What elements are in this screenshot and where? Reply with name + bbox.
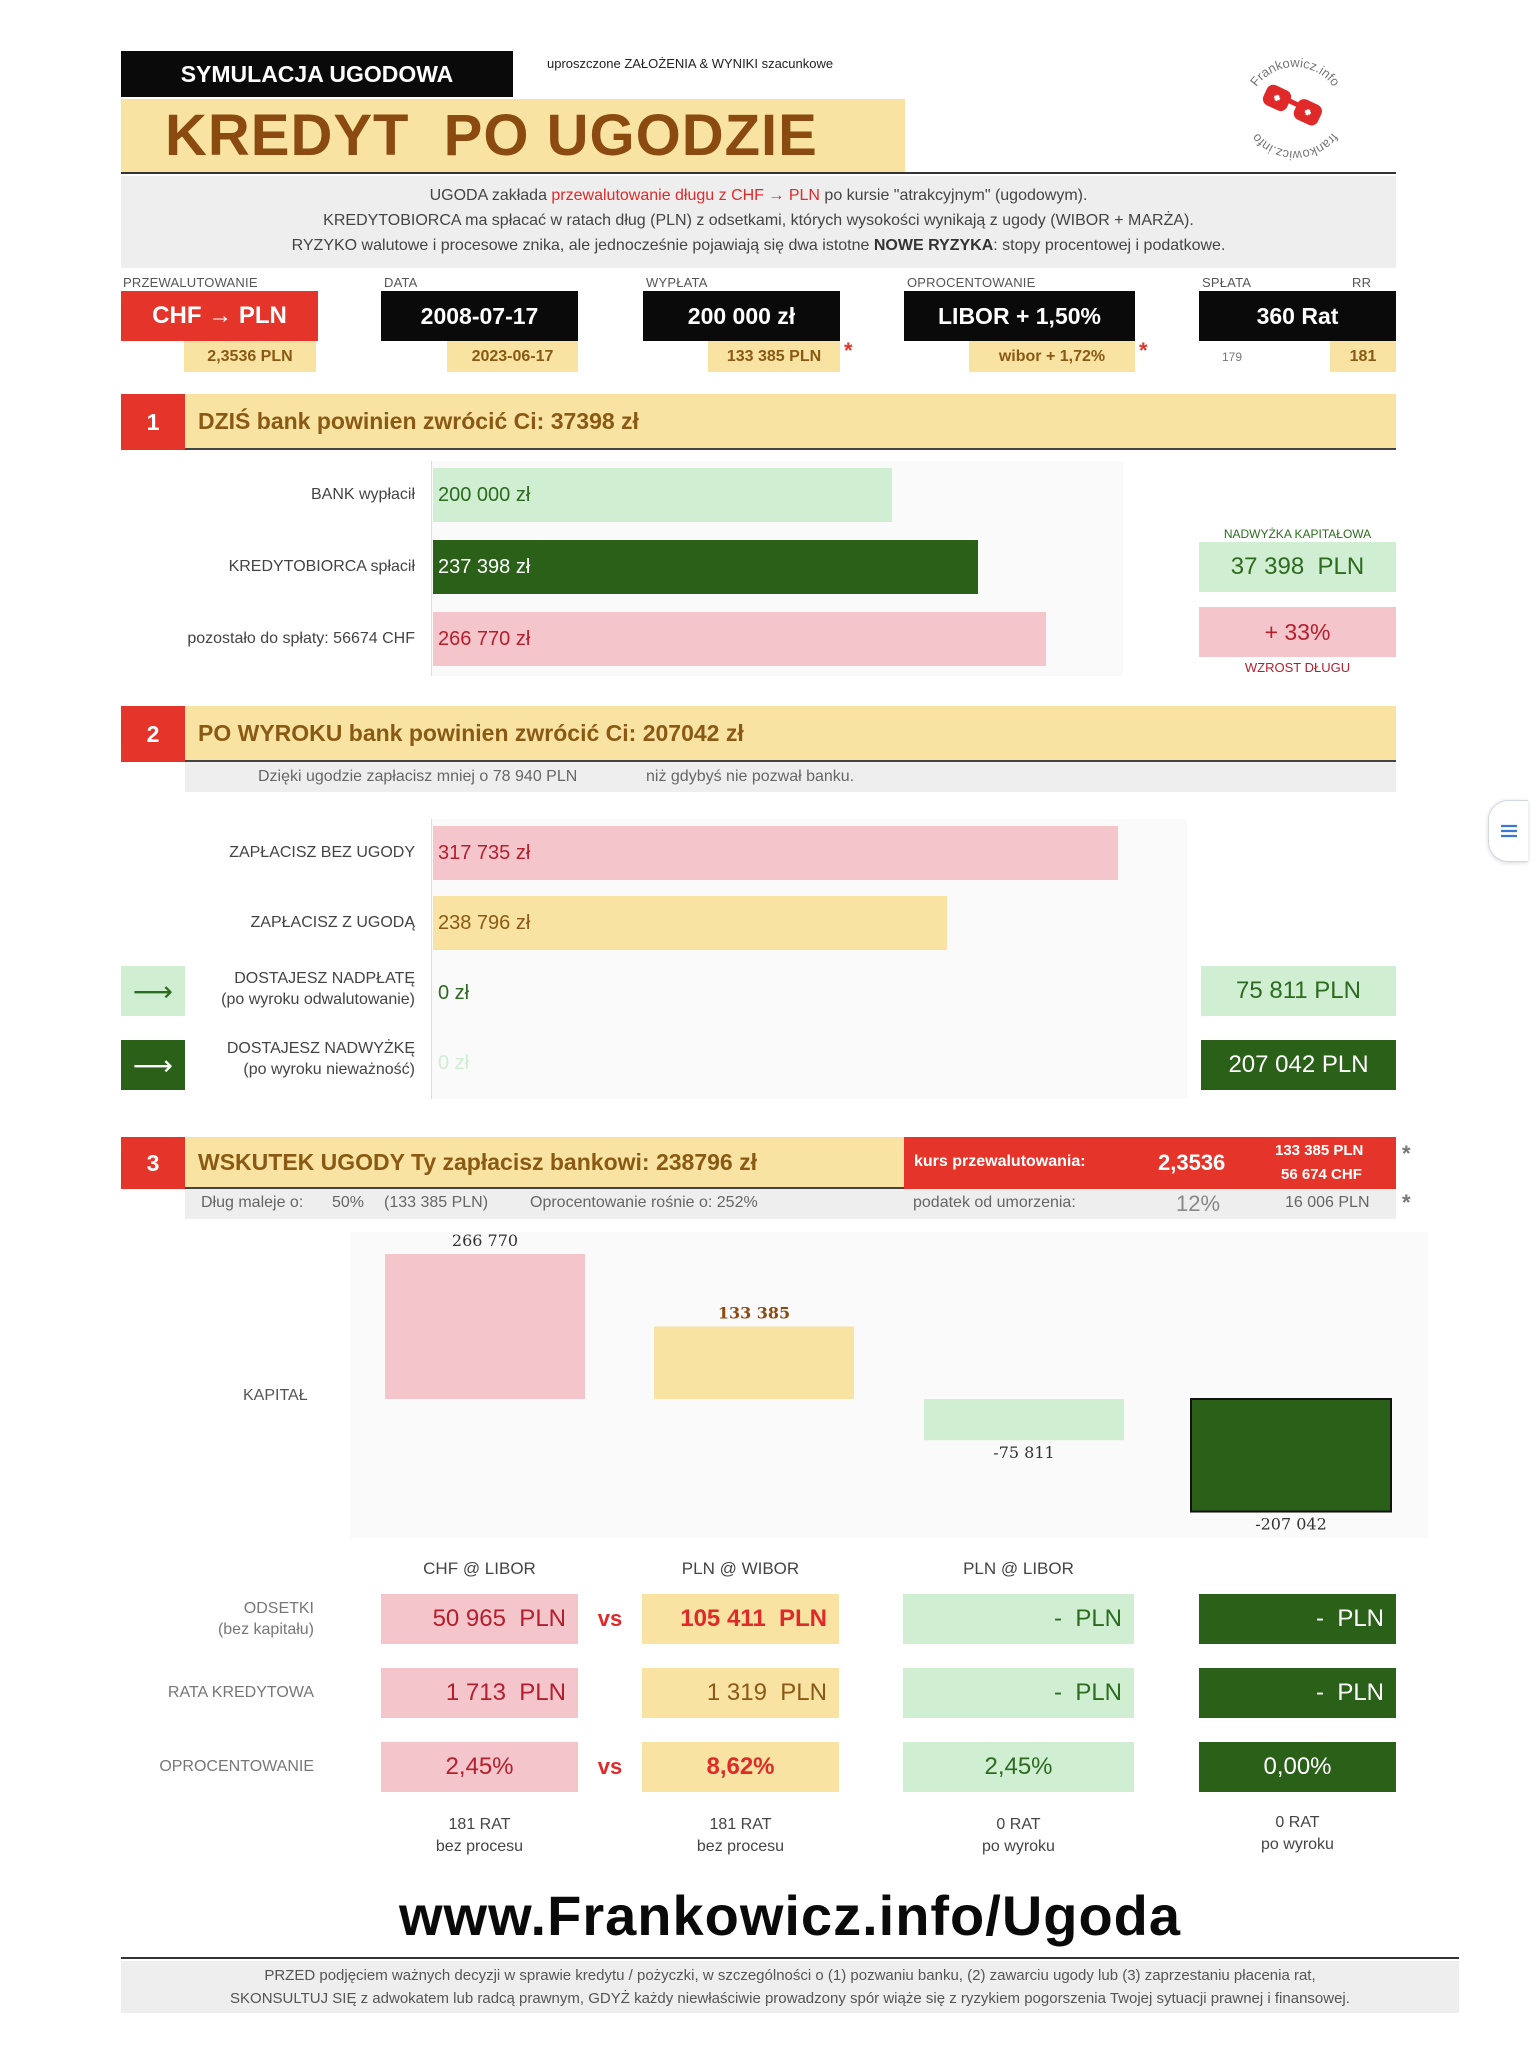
param-date-label: DATA (384, 275, 418, 290)
odsetki-vs: vs (597, 1606, 623, 1631)
s2-row3-label: DOSTAJESZ NADPŁATĘ (po wyroku odwalutowanie) (221, 970, 415, 1008)
s2-row4-label: DOSTAJESZ NADWYŻKĘ (po wyroku nieważność) (226, 1040, 415, 1078)
svg-text:frankowicz.info (1249, 131, 1342, 164)
col-footer-3: 0 RAT po wyroku (982, 1816, 1055, 1855)
rata-wibor: 1 319 PLN (642, 1668, 839, 1718)
logo-text-top: Frankowicz.info (1247, 55, 1343, 89)
s1-row3-bar: 266 770 zł (433, 612, 1046, 666)
s1-row2-bar: 237 398 zł (433, 540, 978, 594)
s1-row1-label: BANK wypłacił (310, 486, 415, 503)
odsetki-libor: - PLN (903, 1594, 1134, 1644)
col-footer-2: 181 RAT bez procesu (696, 1816, 785, 1855)
s1-row1-bar: 200 000 zł (433, 468, 892, 522)
col-footer-1: 181 RAT bez procesu (435, 1816, 524, 1855)
param-repay-value: 360 Rat (1199, 291, 1396, 341)
col-header-1: CHF @ LIBOR (423, 1559, 536, 1578)
odsetki-nieważność: - PLN (1199, 1594, 1396, 1644)
rata-chf: 1 713 PLN (381, 1668, 578, 1718)
kapital-bar-label-4: -207 042 (1255, 1514, 1327, 1534)
section1-number: 1 (121, 394, 185, 450)
odsetki-wibor: 105 411 PLN (642, 1594, 839, 1644)
kapital-chart (350, 1232, 1428, 1538)
param-conv-sub: 2,3536 PLN (184, 341, 316, 372)
oproc-chf: 2,45% (381, 1742, 578, 1792)
tax-star: * (1402, 1190, 1411, 1215)
s2-row1-bar: 317 735 zł (433, 826, 1118, 880)
oproc-libor: 2,45% (903, 1742, 1134, 1792)
kapital-bar-2 (654, 1327, 854, 1400)
param-conv-label: PRZEWALUTOWANIE (123, 275, 258, 290)
param-date-sub: 2023-06-17 (447, 341, 578, 372)
intro-line-2: KREDYTOBIORCA ma spłacać w ratach dług (PLN) z odsetkami, których wysokości wynikają z ugody (WIBOR + MARŻA). (323, 212, 1194, 229)
s2-row4-arrow: ⟶ (121, 1040, 185, 1090)
menu-icon (1499, 823, 1519, 839)
kapital-bar-label-3: -75 811 (993, 1443, 1055, 1463)
oproc-label: OPROCENTOWANIE (159, 1758, 314, 1775)
param-rate-sub: wibor + 1,72% (969, 341, 1135, 372)
col-header-2: PLN @ WIBOR (681, 1559, 800, 1578)
surplus-value: 37 398 PLN (1199, 542, 1396, 592)
rata-libor: - PLN (903, 1668, 1134, 1718)
oproc-vs: vs (597, 1754, 623, 1779)
param-conv-value: CHF → PLN (121, 291, 318, 341)
s2-row3-right: 75 811 PLN (1201, 966, 1396, 1016)
s2-row2-bar: 238 796 zł (433, 896, 947, 950)
kapital-bar-label-2: 133 385 (717, 1303, 791, 1323)
s2-row3-arrow: ⟶ (121, 966, 185, 1016)
logo (1230, 44, 1360, 174)
kurs-pln: 133 385 PLN (1275, 1142, 1364, 1159)
param-repay-label: SPŁATA (1202, 275, 1252, 290)
header-badge: SYMULACJA UGODOWA (121, 51, 513, 97)
intro-line-1: UGODA zakłada przewalutowanie długu z CHF → PLN po kursie "atrakcyjnym" (ugodowym). (429, 187, 1088, 204)
param-payout-sub: 133 385 PLN (708, 341, 840, 372)
kurs-label: kurs przewalutowania: (914, 1153, 1086, 1170)
logo-text-bottom: frankowicz.info (1248, 130, 1342, 164)
oproc-wibor: 8,62% (642, 1742, 839, 1792)
param-date-value: 2008-07-17 (381, 291, 578, 341)
kurs-chf: 56 674 CHF (1281, 1166, 1362, 1183)
param-repay-paid: 179 (1222, 350, 1243, 364)
param-payout-value: 200 000 zł (643, 291, 840, 341)
rate-star: * (1139, 338, 1148, 363)
header-rule (121, 172, 1396, 174)
odsetki-chf: 50 965 PLN (381, 1594, 578, 1644)
oproc-nieważność: 0,00% (1199, 1742, 1396, 1792)
intro-box (121, 176, 1396, 268)
rata-label: RATA KREDYTOWA (167, 1684, 314, 1701)
rata-nieważność: - PLN (1199, 1668, 1396, 1718)
s2-row4-right: 207 042 PLN (1201, 1040, 1396, 1090)
s1-row2-label: KREDYTOBIORCA spłacił (228, 558, 415, 575)
section2-note: Dzięki ugodzie zapłacisz mniej o 78 940 PLN niż gdybyś nie pozwał banku. (185, 762, 1396, 792)
kapital-bar-3 (924, 1399, 1124, 1440)
growth-label: WZROST DŁUGU (1244, 659, 1351, 675)
kapital-bar-4 (1191, 1399, 1391, 1512)
param-repay-left: 181 (1330, 341, 1396, 372)
page-title: KREDYT PO UGODZIE (121, 99, 905, 172)
section3-number: 3 (121, 1137, 185, 1189)
param-rate-value: LIBOR + 1,50% (904, 291, 1135, 341)
kapital-bar-label-1: 266 770 (451, 1232, 519, 1250)
surplus-label: NADWYŻKA KAPITAŁOWA (1223, 527, 1372, 541)
kapital-bar-1 (385, 1254, 585, 1399)
col-header-3: PLN @ LIBOR (963, 1559, 1074, 1578)
kurs-value: 2,3536 (1158, 1150, 1226, 1175)
param-rr-label: RR (1352, 275, 1372, 290)
param-payout-label: WYPŁATA (646, 275, 708, 290)
col-footer-4: 0 RAT po wyroku (1261, 1814, 1334, 1853)
s2-row1-label: ZAPŁACISZ BEZ UGODY (229, 844, 415, 861)
s2-row3-bar: 0 zł (438, 981, 470, 1004)
glasses-icon (1261, 82, 1325, 127)
kurs-box (904, 1137, 1396, 1189)
footer-disclaimer: PRZED podjęciem ważnych decyzji w sprawie kredytu / pożyczki, w szczególności o (1) pozwaniu banku, (2) zawarciu ugody lub (3) zaprzestaniu płacenia rat, SKONSULTUJ SIĘ z adwokatem lub radcą prawnym, GDYŻ każdy niewłaściwie prowadzony spór wiąże się z ryzykiem pogorszenia Twojej sytuacji prawnej i finansowej. (121, 1961, 1459, 2013)
odsetki-label: ODSETKI (bez kapitału) (217, 1600, 314, 1638)
s2-row4-bar: 0 zł (438, 1051, 470, 1074)
section2-title: PO WYROKU bank powinien zwrócić Ci: 207042 zł (185, 706, 1396, 762)
s1-row3-label: pozostało do spłaty: 56674 CHF (187, 630, 415, 647)
svg-text:Frankowicz.info (1247, 55, 1343, 89)
section3-title: WSKUTEK UGODY Ty zapłacisz bankowi: 238796 zł (185, 1137, 904, 1189)
section3-subrow: Dług maleje o: 50% (133 385 PLN) Oprocentowanie rośnie o: 252% podatek od umorzenia: 12% 16 006 PLN (185, 1189, 1396, 1219)
s2-row2-label: ZAPŁACISZ Z UGODĄ (250, 914, 415, 931)
footer-url[interactable]: www.Frankowicz.info/Ugoda (398, 1883, 1182, 1947)
intro-line-3: RYZYKO walutowe i procesowe znika, ale jednocześnie pojawiają się dwa istotne NOWE RYZYKA: stopy procentowej i podatkowe. (291, 237, 1226, 254)
kapital-label: KAPITAŁ (243, 1387, 308, 1404)
section1-title: DZIŚ bank powinien zwrócić Ci: 37398 zł (185, 394, 1396, 450)
section2-number: 2 (121, 706, 185, 762)
kurs-star: * (1402, 1141, 1411, 1166)
footer-rule (121, 1957, 1459, 1959)
param-rate-label: OPROCENTOWANIE (907, 275, 1036, 290)
side-menu-button[interactable] (1488, 800, 1528, 862)
payout-star: * (844, 338, 853, 363)
growth-value: + 33% (1199, 607, 1396, 657)
header-subtitle: uproszczone ZAŁOŻENIA & WYNIKI szacunkowe (547, 56, 834, 71)
